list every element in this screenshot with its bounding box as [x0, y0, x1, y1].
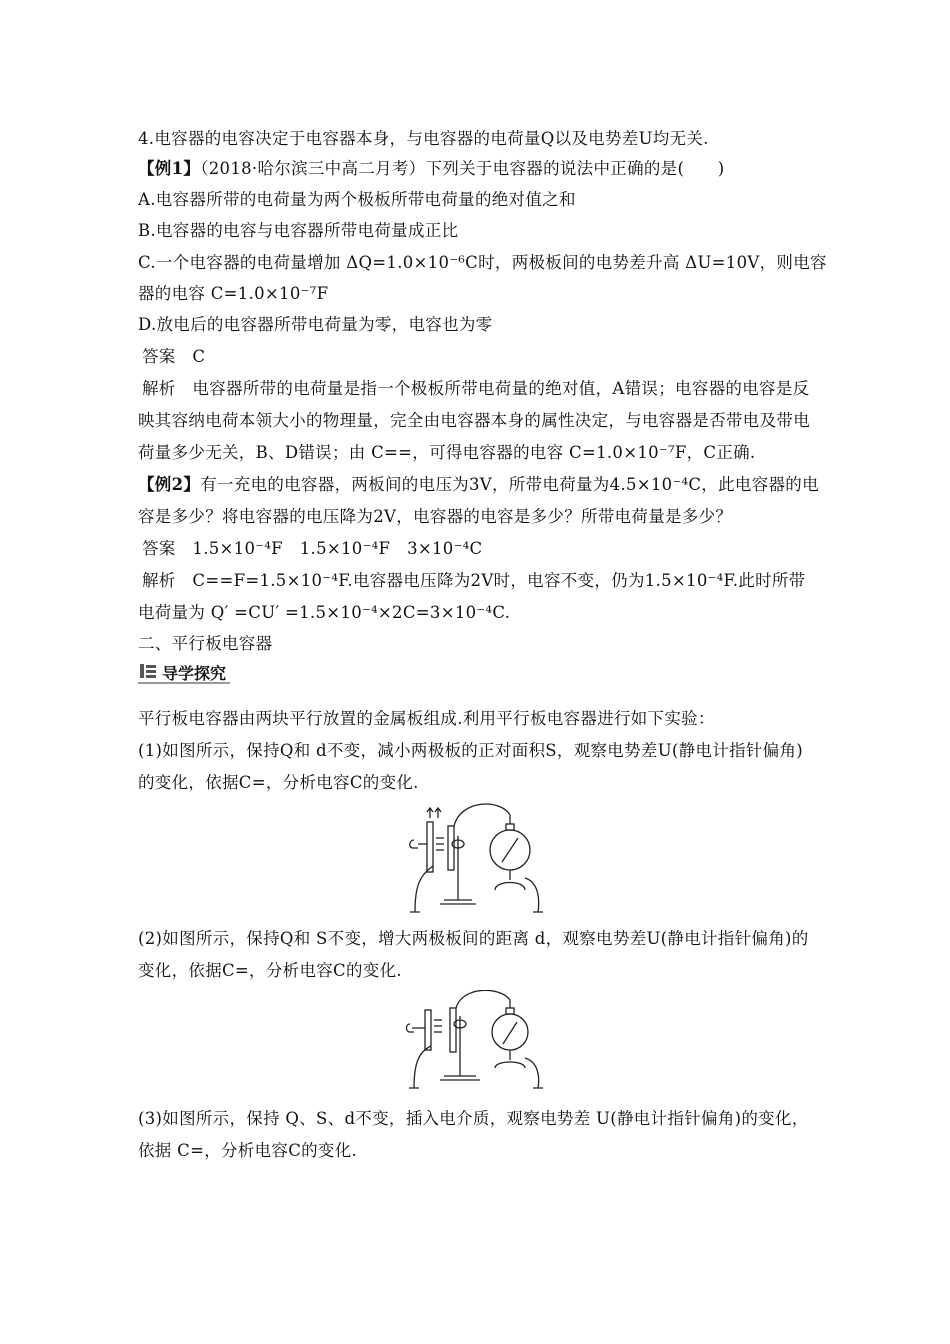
explanation-1-line-1: 解析 电容器所带的电荷量是指一个极板所带电荷量的绝对值，A错误；电容器的电容是反 [142, 379, 810, 398]
example-2-tag: 【例2】 [138, 475, 201, 494]
example-1-text: （2018·哈尔滨三中高二月考）下列关于电容器的说法中正确的是( ) [200, 159, 725, 178]
experiment-1-line-2: 的变化，依据C=，分析电容C的变化. [138, 773, 419, 792]
example-2-question-line-2: 容是多少？将电容器的电压降为2V，电容器的电容是多少？所带电荷量是多少？ [138, 507, 733, 526]
paragraph-intro: 平行板电容器由两块平行放置的金属板组成.利用平行板电容器进行如下实验： [138, 709, 715, 728]
experiment-1-line-1: (1)如图所示，保持Q和 d不变，减小两极板的正对面积S，观察电势差U(静电计指针偏角) [138, 741, 803, 760]
section-2-heading: 二、平行板电容器 [138, 634, 273, 653]
answer-2: 答案 1.5×10⁻⁴F 1.5×10⁻⁴F 3×10⁻⁴C [142, 539, 483, 558]
guide-explore-header [138, 660, 230, 686]
option-c-line-2: 器的电容 C=1.0×10⁻⁷F [138, 284, 329, 303]
option-a: A.电容器所带的电荷量为两个极板所带电荷量的绝对值之和 [138, 190, 576, 209]
experiment-2-figure [400, 990, 550, 1090]
example-1-question [138, 158, 725, 180]
explanation-1-line-2: 映其容纳电荷本领大小的物理量，完全由电容器本身的属性决定，与电容器是否带电及带电 [138, 411, 810, 430]
option-b: B.电容器的电容与电容器所带电荷量成正比 [138, 221, 459, 240]
experiment-2-line-1: (2)如图所示，保持Q和 S不变，增大两极板间的距离 d，观察电势差U(静电计指针偏角)的 [138, 929, 809, 948]
experiment-2-line-2: 变化，依据C=，分析电容C的变化. [138, 961, 402, 980]
example-2-question [138, 474, 819, 496]
example-2-text: 有一充电的电容器，两板间的电压为3V，所带电荷量为4.5×10⁻⁴C，此电容器的电 [200, 475, 819, 494]
example-1-tag: 【例1】 [138, 159, 201, 178]
list-icon [140, 664, 156, 678]
experiment-3-line-2: 依据 C=，分析电容C的变化. [138, 1141, 358, 1160]
explanation-2-line-2: 电荷量为 Q′ =CU′ =1.5×10⁻⁴×2C=3×10⁻⁴C. [138, 603, 511, 622]
point-4-text: 4.电容器的电容决定于电容器本身，与电容器的电荷量Q以及电势差U均无关. [138, 129, 709, 148]
explanation-1-line-3: 荷量多少无关，B、D错误；由 C==，可得电容器的电容 C=1.0×10⁻⁷F，C正确. [138, 443, 756, 462]
option-c-line-1: C.一个电容器的电荷量增加 ΔQ=1.0×10⁻⁶C时，两极板间的电势差升高 ΔU=10V，则电容 [138, 253, 827, 272]
option-d: D.放电后的电容器所带电荷量为零，电容也为零 [138, 315, 493, 334]
explanation-2-line-1: 解析 C==F=1.5×10⁻⁴F.电容器电压降为2V时，电容不变，仍为1.5×10⁻⁴F.此时所带 [142, 571, 806, 590]
experiment-1-figure [400, 800, 550, 915]
experiment-3-line-1: (3)如图所示，保持 Q、S、d不变，插入电介质，观察电势差 U(静电计指针偏角)的变化， [138, 1109, 809, 1128]
answer-1: 答案 C [142, 347, 206, 366]
guide-explore-title: 导学探究 [162, 664, 227, 683]
